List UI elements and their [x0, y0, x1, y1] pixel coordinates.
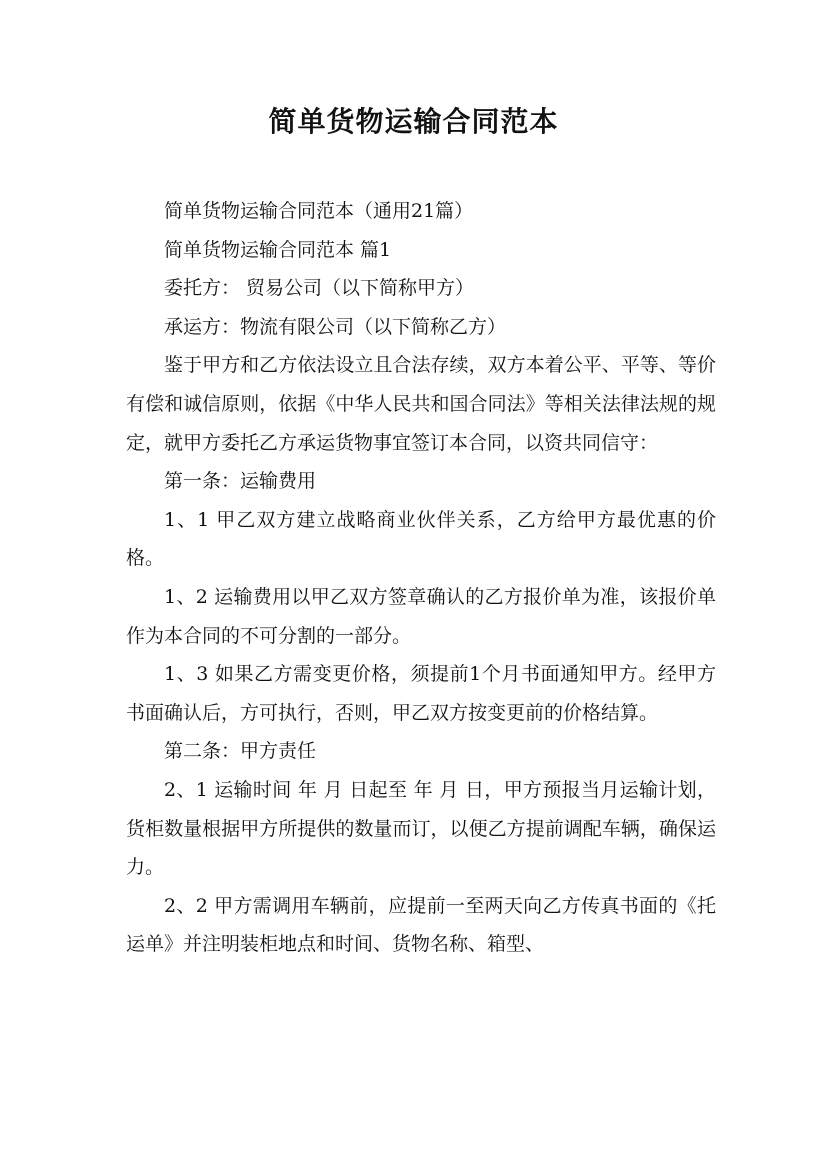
document-body [126, 192, 716, 964]
paragraph-carrier: 承运方：物流有限公司（以下简称乙方） [164, 315, 507, 338]
paragraph-clause-2-2: 2、2 甲方需调用车辆前，应提前一至两天向乙方传真书面的《托运单》并注明装柜地点和时间、货物名称、箱型、 [126, 894, 716, 956]
paragraph-preamble: 鉴于甲方和乙方依法设立且合法存续，双方本着公平、平等、等价有偿和诚信原则，依据《中华人民共和国合同法》等相关法律法规的规定，就甲方委托乙方承运货物事宜签订本合同，以资共同信守： [126, 354, 716, 454]
paragraph-clause-1-3: 1、3 如果乙方需变更价格，须提前1个月书面通知甲方。经甲方书面确认后，方可执行，否则，甲乙双方按变更前的价格结算。 [126, 663, 716, 724]
document-title: 简单货物运输合同范本 [268, 105, 559, 138]
paragraph-heading: 简单货物运输合同范本（通用21篇） [164, 200, 474, 222]
paragraph-clause-1-1: 1、1 甲乙双方建立战略商业伙伴关系，乙方给甲方最优惠的价格。 [126, 508, 716, 570]
paragraph-clause-2-1: 2、1 运输时间 年 月 日起至 年 月 日，甲方预报当月运输计划，货柜数量根据甲方所提供的数量而订，以便乙方提前调配车辆，确保运力。 [126, 778, 716, 879]
paragraph-section-title: 简单货物运输合同范本 篇1 [164, 238, 392, 261]
paragraph-article-2-title: 第二条：甲方责任 [164, 740, 317, 763]
paragraph-article-1-title: 第一条：运输费用 [164, 470, 317, 493]
paragraph-client: 委托方： 贸易公司（以下简称甲方） [164, 277, 475, 300]
paragraph-clause-1-2: 1、2 运输费用以甲乙双方签章确认的乙方报价单为准，该报价单作为本合同的不可分割的一部分。 [126, 585, 716, 647]
